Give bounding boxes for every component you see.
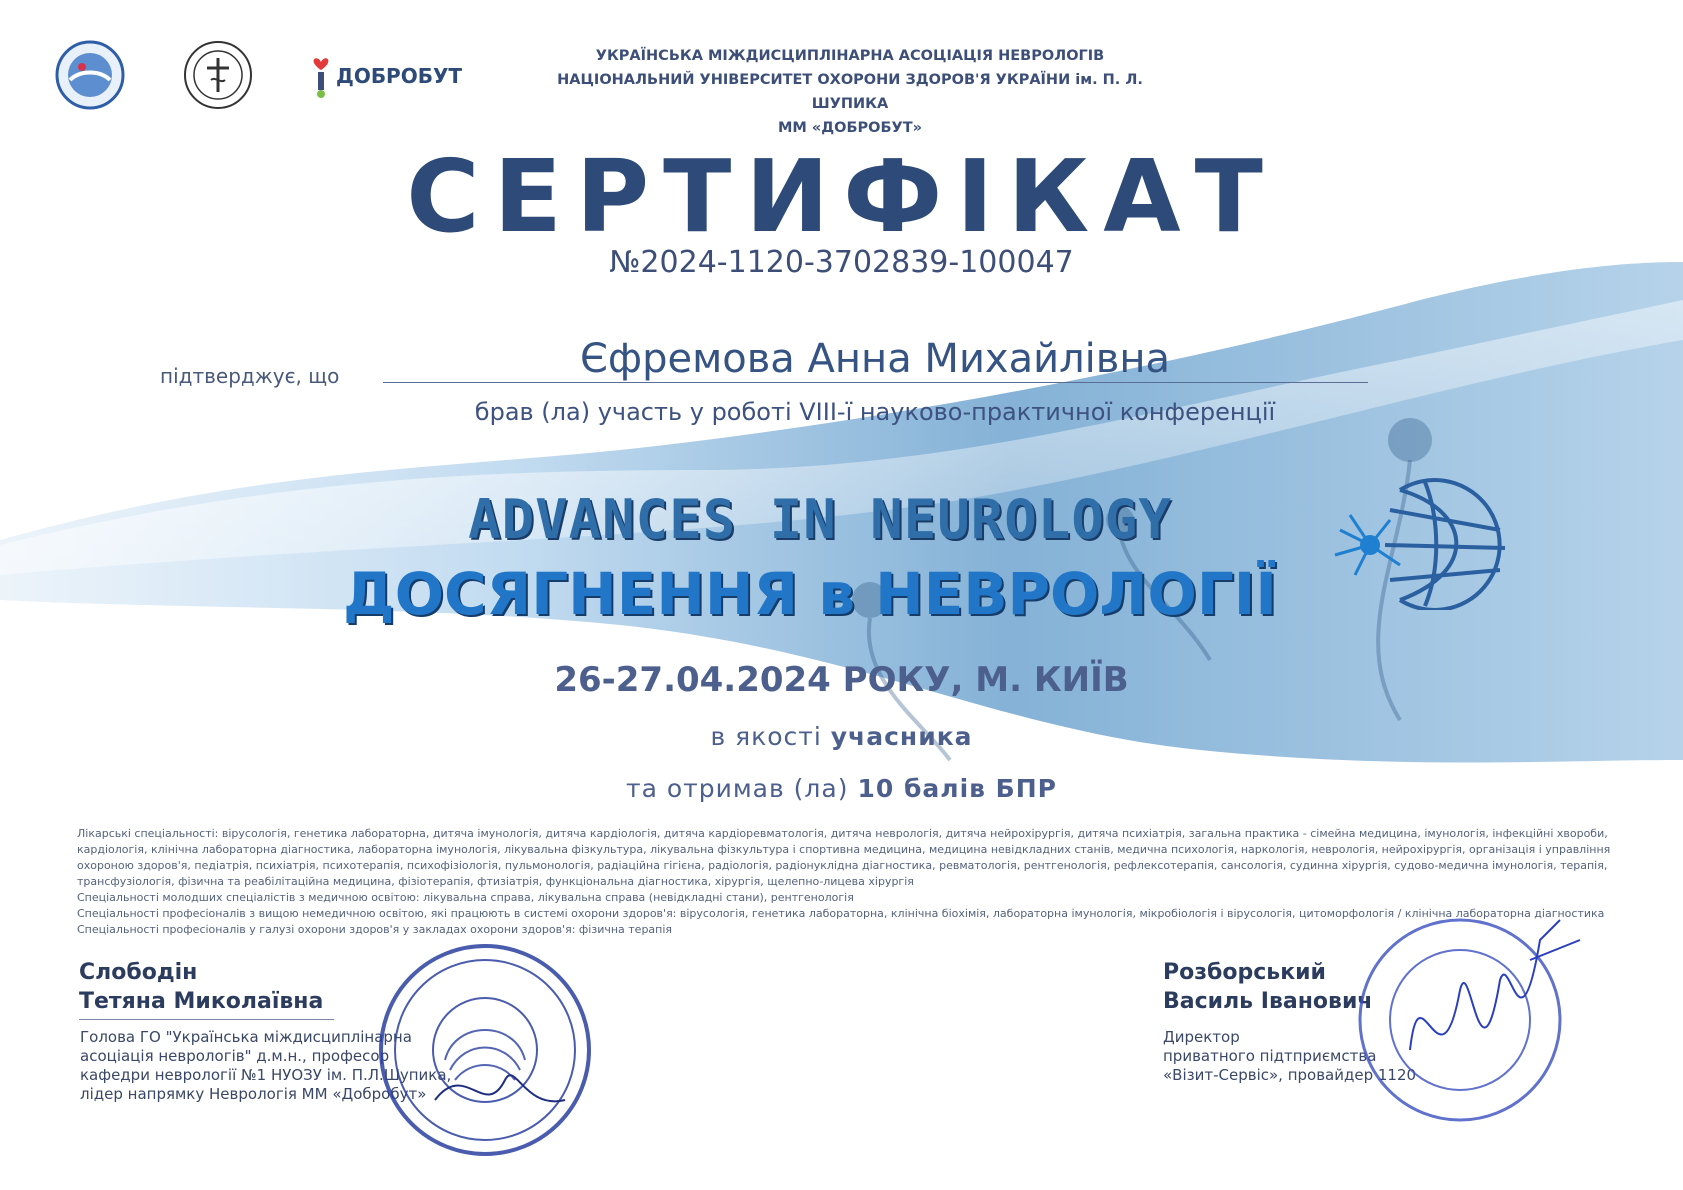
signatory-left-desc-4: лідер напрямку Неврологія ММ «Добробут» xyxy=(80,1085,427,1103)
recipient-underline xyxy=(383,382,1368,383)
certificate-title: СЕРТИФІКАТ xyxy=(406,138,1277,255)
participation-text: брав (ла) участь у роботі VIII-ї науково-практичної конференції xyxy=(474,398,1276,426)
specialties-line-4: Спеціальності професіоналів у галузі охорони здоров'я у закладах охорони здоров'я: фізична терапія xyxy=(77,923,673,936)
signatory-right-given: Василь Іванович xyxy=(1163,989,1373,1014)
company-stamp xyxy=(1350,900,1590,1140)
specialties-line-2: Спеціальності молодших спеціалістів з медичною освітою: лікувальна справа, лікувальна справа (невідкладні стани), рентгенологія xyxy=(77,891,854,904)
event-date-place: 26-27.04.2024 РОКУ, М. КИЇВ xyxy=(554,660,1129,700)
signatory-right-desc-1: Директор xyxy=(1163,1028,1240,1046)
association-logo xyxy=(55,40,125,110)
signatory-left-name xyxy=(79,958,323,1016)
header-organizations xyxy=(520,44,1180,140)
signatory-right-surname: Розборський xyxy=(1163,960,1326,985)
dobrobut-logo-text: ДОБРОБУТ xyxy=(336,64,463,88)
specialties-line-3: Спеціальності професіоналів з вищою немедичною освітою, які працюють в системі охорони здоров'я: вірусологія, генетика лабораторна, клінічна біохімія, лабораторна імунологія, мікробіологія і вірусологія, цитоморфологія / клінічна лабораторна діагностика xyxy=(77,907,1605,920)
points-value: 10 балів БПР xyxy=(857,774,1057,803)
recipient-name: Єфремова Анна Михайлівна xyxy=(579,336,1171,382)
header-line-1: УКРАЇНСЬКА МІЖДИСЦИПЛІНАРНА АСОЦІАЦІЯ НЕВРОЛОГІВ xyxy=(595,48,1105,64)
signatory-left-surname: Слободін xyxy=(79,960,198,985)
association-stamp xyxy=(375,940,595,1160)
event-title-ua: ДОСЯГНЕННЯ в НЕВРОЛОГІЇ xyxy=(343,560,1277,628)
signatory-left-given: Тетяна Миколаївна xyxy=(79,989,324,1014)
signatory-right-desc-2: приватного підтприємства xyxy=(1163,1047,1377,1065)
signatory-left-desc-1: Голова ГО "Українська міждисциплінарна xyxy=(80,1028,412,1046)
confirm-label: підтверджує, що xyxy=(160,364,340,388)
role-prefix: в якості xyxy=(710,722,822,751)
points-prefix: та отримав (ла) xyxy=(626,774,849,803)
neuron-globe-icon xyxy=(1330,470,1510,610)
role-value: учасника xyxy=(830,722,973,751)
university-logo xyxy=(183,40,253,110)
specialties-line-1: Лікарські спеціальності: вірусологія, генетика лабораторна, дитяча імунологія, дитяча кардіологія, дитяча кардіоревматологія, дитяча неврологія, дитяча нейрохірургія, дитяча психіатрія, загальна практика - сімейна медицина, імунологія, інфекційні хвороби, кардіологія, клінічна лабораторна діагностика, лабораторна імунологія, лікувальна фізкультура, лікувальна фізкультура і спортивна медицина, медицина невідкладних станів, медична психологія, наркологія, неврологія, нейрохірургія, організація і управління охороною здоров'я, педіатрія, психіатрія, психотерапія, психофізіологія, пульмонологія, радіаційна гігієна, радіологія, радіонуклідна діагностика, ревматологія, рентгенологія, рефлексотерапія, сансологія, судинна хірургія, судово-медична імунологія, терапія, трансфузіологія, фізична та реабілітаційна медицина, фізіотерапія, фтизіатрія, функціональна діагностика, хірургія, щелепно-лицева хірургія xyxy=(77,827,1611,888)
certificate-number: №2024-1120-3702839-100047 xyxy=(609,245,1074,280)
signatory-right-name xyxy=(1163,958,1372,1016)
heart-person-icon xyxy=(310,52,332,100)
header-line-3: ММ «ДОБРОБУТ» xyxy=(777,120,922,136)
role-line xyxy=(0,722,1683,751)
signatory-left-desc-3: кафедри неврології №1 НУОЗУ ім. П.Л.Шупика, xyxy=(80,1066,452,1084)
signatory-right-desc-3: «Візит-Сервіс», провайдер 1120 xyxy=(1163,1066,1417,1084)
event-title-en: ADVANCES IN NEUROLOGY xyxy=(468,488,1172,551)
signatory-left-underline xyxy=(79,1019,334,1020)
points-line xyxy=(0,774,1683,803)
signatory-left-desc-2: асоціація неврологів" д.м.н., професор xyxy=(80,1047,390,1065)
header-line-2: НАЦІОНАЛЬНИЙ УНІВЕРСИТЕТ ОХОРОНИ ЗДОРОВ'Я УКРАЇНИ ім. П. Л. ШУПИКА xyxy=(557,72,1143,112)
dobrobut-logo xyxy=(310,52,462,100)
